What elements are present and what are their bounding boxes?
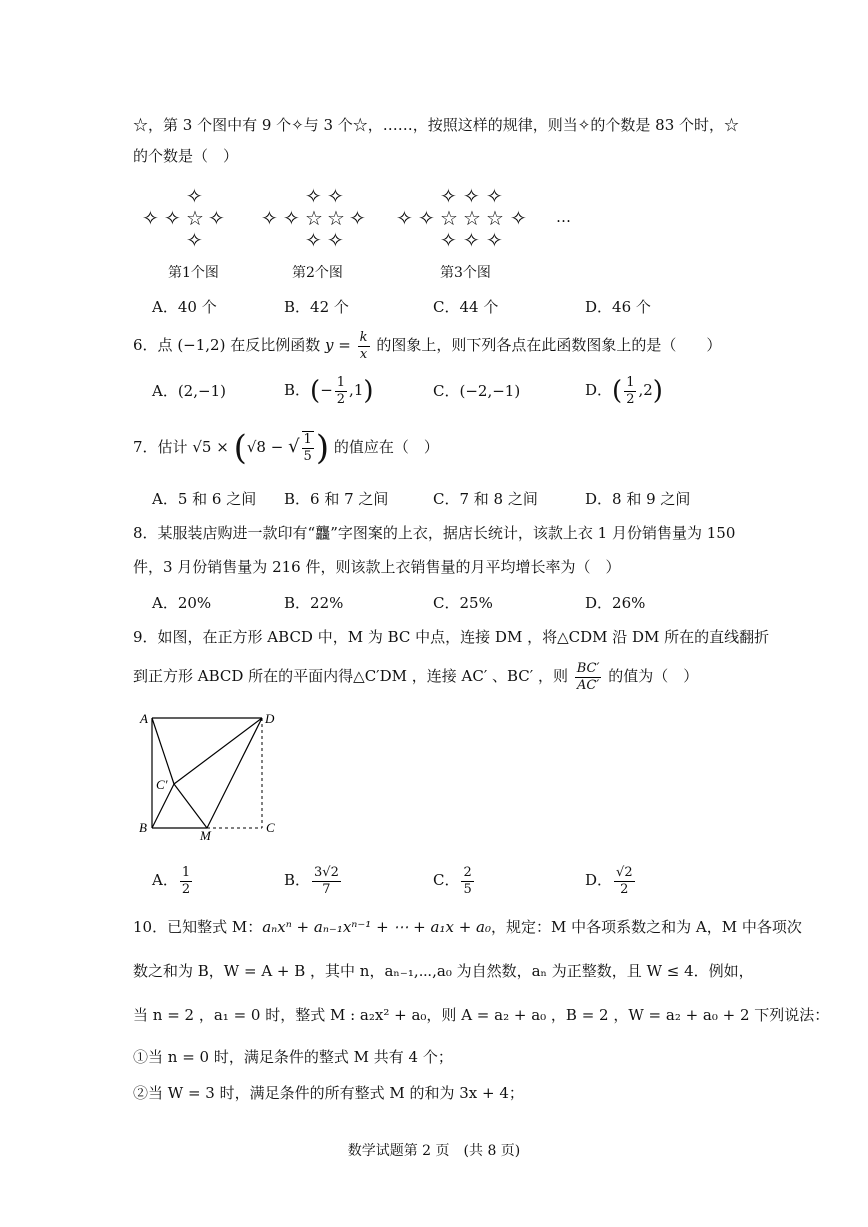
q6-suffix: 的图象上，则下列各点在此函数图象上的是（ ） — [376, 336, 722, 354]
q7-suffix: 的值应在（ ） — [333, 438, 439, 456]
segment-dcp — [174, 718, 262, 784]
diamond-star-icon: ✧ — [283, 206, 300, 230]
q8-text-line1: 8．某服装店购进一款印有“龘”字图案的上衣，据店长统计，该款上衣 1 月份销售量为 150 — [133, 524, 736, 542]
q9-ratio-num: BC′ — [576, 660, 600, 676]
q7-option-a: A．5 和 6 之间 — [152, 490, 257, 508]
q10-text-line3: 当 n = 2 ，a₁ = 0 时，整式 M : a₂x² + a₀，则 A = a₂ + a₀ ，B = 2 ，W = a₂ + a₀ + 2 下列说法： — [133, 1006, 830, 1024]
page-footer: 数学试题第 2 页 (共 8 页) — [347, 1143, 521, 1159]
q6-k-over-x — [358, 330, 370, 363]
q5-text-line1: ☆，第 3 个图中有 9 个✧与 3 个☆，……，按照这样的规律，则当✧的个数是 83 个时，☆ — [133, 116, 740, 134]
q9-option-a-den: 2 — [181, 881, 191, 897]
q6-option-c: C．(−2,−1) — [433, 382, 521, 400]
q6-y-eq: y = — [325, 336, 351, 354]
q6-option-b-den: 2 — [336, 391, 346, 407]
q9-ratio-frac — [575, 661, 602, 694]
segment-dm — [207, 718, 262, 828]
diamond-star-icon: ✧ — [208, 206, 225, 230]
q5-fig-label-1: 第1个图 — [168, 265, 219, 281]
diamond-star-icon: ✧ — [186, 184, 203, 208]
q6-option-b-num: 1 — [336, 374, 346, 390]
white-star-icon: ☆ — [440, 206, 458, 230]
diamond-star-icon: ✧ — [463, 184, 480, 208]
q9-option-d-num: √2 — [616, 864, 633, 880]
q9-square-diagram — [130, 705, 290, 840]
q7-prefix: 7．估计 — [133, 438, 188, 456]
q9-option-a-label: A． — [152, 871, 178, 889]
white-star-icon: ☆ — [486, 206, 504, 230]
q9-option-d-label: D． — [585, 871, 613, 889]
label-m: M — [200, 828, 211, 840]
segment-acp — [152, 718, 174, 784]
diamond-star-icon: ✧ — [510, 206, 527, 230]
q5-fig-label-2: 第2个图 — [292, 265, 343, 281]
q6-text — [133, 328, 721, 363]
q6-option-d-frac — [624, 375, 636, 408]
q9-option-c — [433, 862, 476, 898]
label-d: D — [265, 711, 275, 726]
label-c-prime: C′ — [156, 777, 168, 792]
diamond-star-icon: ✧ — [164, 206, 181, 230]
segment-cpm — [174, 784, 207, 828]
diamond-star-icon: ✧ — [440, 184, 457, 208]
q10-text-line1 — [133, 916, 802, 938]
white-star-icon: ☆ — [327, 206, 345, 230]
white-star-icon: ☆ — [186, 206, 204, 230]
q6-option-a: A．(2,−1) — [152, 382, 226, 400]
q6-point: (−1,2) — [177, 336, 226, 354]
diamond-star-icon: ✧ — [305, 228, 322, 252]
diamond-star-icon: ✧ — [463, 228, 480, 252]
q5-option-c: C．44 个 — [433, 298, 499, 316]
q9-option-b-den: 7 — [322, 881, 331, 897]
q10-item-1: ①当 n = 0 时，满足条件的整式 M 共有 4 个； — [133, 1048, 453, 1066]
diamond-star-icon: ✧ — [305, 184, 322, 208]
q9-line2-tail: 的值为（ ） — [608, 667, 699, 685]
diamond-star-icon: ✧ — [186, 228, 203, 252]
q7-expr1: √5 × — [192, 438, 229, 456]
diamond-star-icon: ✧ — [486, 228, 503, 252]
q9-option-c-den: 5 — [463, 881, 472, 897]
diamond-star-icon: ✧ — [142, 206, 159, 230]
q10-text-line2: 数之和为 B，W = A + B ，其中 n，aₙ₋₁,⋯,a₀ 为自然数，aₙ 为正整数，且 W ≤ 4．例如， — [133, 962, 754, 980]
q9-line2-main: 到正方形 ABCD 所在的平面内得△C′DM ，连接 AC′ 、BC′ ，则 — [133, 667, 568, 685]
q7-frac — [302, 431, 314, 465]
diamond-star-icon: ✧ — [327, 228, 344, 252]
q6-option-b-frac — [335, 375, 347, 408]
white-star-icon: ☆ — [305, 206, 323, 230]
q6-option-d-den: 2 — [626, 391, 635, 407]
q10-polynomial: aₙxⁿ + aₙ₋₁xⁿ⁻¹ + ⋯ + a₁x + a₀ — [262, 918, 491, 936]
q7-option-c: C．7 和 8 之间 — [433, 490, 538, 508]
q9-text-line1: 9．如图，在正方形 ABCD 中，M 为 BC 中点，连接 DM ，将△CDM 沿 DM 所在的直线翻折 — [133, 628, 770, 646]
q6-x: x — [359, 346, 368, 362]
q9-option-b-label: B． — [284, 871, 311, 889]
q9-option-a-frac — [180, 865, 192, 898]
q9-option-b — [284, 862, 343, 898]
diamond-star-icon: ✧ — [486, 184, 503, 208]
q6-option-b-label: B． — [284, 381, 311, 399]
q10-line1a: 10．已知整式 M： — [133, 918, 263, 936]
q6-option-d-num: 1 — [626, 374, 635, 390]
q5-option-a: A．40 个 — [152, 298, 217, 316]
q10-item-2: ②当 W = 3 时，满足条件的所有整式 M 的和为 3x + 4； — [133, 1084, 524, 1102]
q7-option-d: D．8 和 9 之间 — [585, 490, 691, 508]
q9-option-d-frac — [614, 865, 635, 898]
q7-num: 1 — [303, 432, 312, 447]
diamond-star-icon: ✧ — [327, 184, 344, 208]
q6-option-d-tail: ,2 — [638, 381, 653, 399]
q5-option-b: B．42 个 — [284, 298, 349, 316]
diamond-star-icon: ✧ — [349, 206, 366, 230]
q5-fig-label-3: 第3个图 — [440, 265, 491, 281]
label-c: C — [266, 820, 275, 835]
q6-mid: 在反比例函数 — [230, 336, 321, 354]
diamond-star-icon: ✧ — [261, 206, 278, 230]
label-b: B — [139, 820, 147, 835]
q9-option-b-frac — [312, 865, 341, 898]
q9-option-a-num: 1 — [181, 864, 191, 880]
q6-option-d: D．( $\frac{1}{2}$ ,2) — [585, 374, 663, 407]
diamond-star-icon: ✧ — [396, 206, 413, 230]
diamond-star-icon: ✧ — [418, 206, 435, 230]
q6-prefix: 6．点 — [133, 336, 173, 354]
q6-option-b-sign: − — [320, 381, 333, 399]
q9-option-d-den: 2 — [620, 881, 629, 897]
q9-option-c-frac — [461, 865, 473, 898]
q8-option-d: D．26% — [585, 594, 646, 612]
q9-option-c-label: C． — [433, 871, 460, 889]
q6-option-b: B．(− $\frac{1}{2}$ ,1) — [284, 374, 374, 407]
q8-option-b: B．22% — [284, 594, 344, 612]
q6-k: k — [359, 329, 368, 345]
q10-line1c: ，规定：M 中各项系数之和为 A，M 中各项次 — [491, 918, 802, 936]
q9-option-d — [585, 862, 637, 898]
q5-ellipsis: … — [556, 208, 571, 226]
q8-option-a: A．20% — [152, 594, 212, 612]
q7-option-b: B．6 和 7 之间 — [284, 490, 389, 508]
q6-option-d-label: D． — [585, 381, 613, 399]
label-a: A — [140, 711, 148, 726]
diamond-star-icon: ✧ — [440, 228, 457, 252]
q9-option-b-num: 3√2 — [314, 864, 339, 880]
q9-text-line2 — [133, 656, 698, 696]
q5-text-line2: 的个数是（ ） — [133, 147, 239, 165]
q7-text: 7．估计 √5 × (√8 − √ $\frac{1}{5}$ ) 的值应在（ ） — [133, 428, 439, 468]
q5-option-d: D．46 个 — [585, 298, 651, 316]
q8-option-c: C．25% — [433, 594, 493, 612]
q9-option-c-num: 2 — [463, 864, 472, 880]
white-star-icon: ☆ — [463, 206, 481, 230]
q9-option-a — [152, 862, 194, 898]
q6-option-b-tail: ,1 — [349, 381, 364, 399]
q7-den: 5 — [303, 449, 312, 464]
q7-expr2: √8 − — [246, 438, 284, 456]
q8-text-line2: 件，3 月份销售量为 216 件，则该款上衣销售量的月平均增长率为（ ） — [133, 558, 621, 576]
q9-ratio-den: AC′ — [576, 677, 600, 693]
